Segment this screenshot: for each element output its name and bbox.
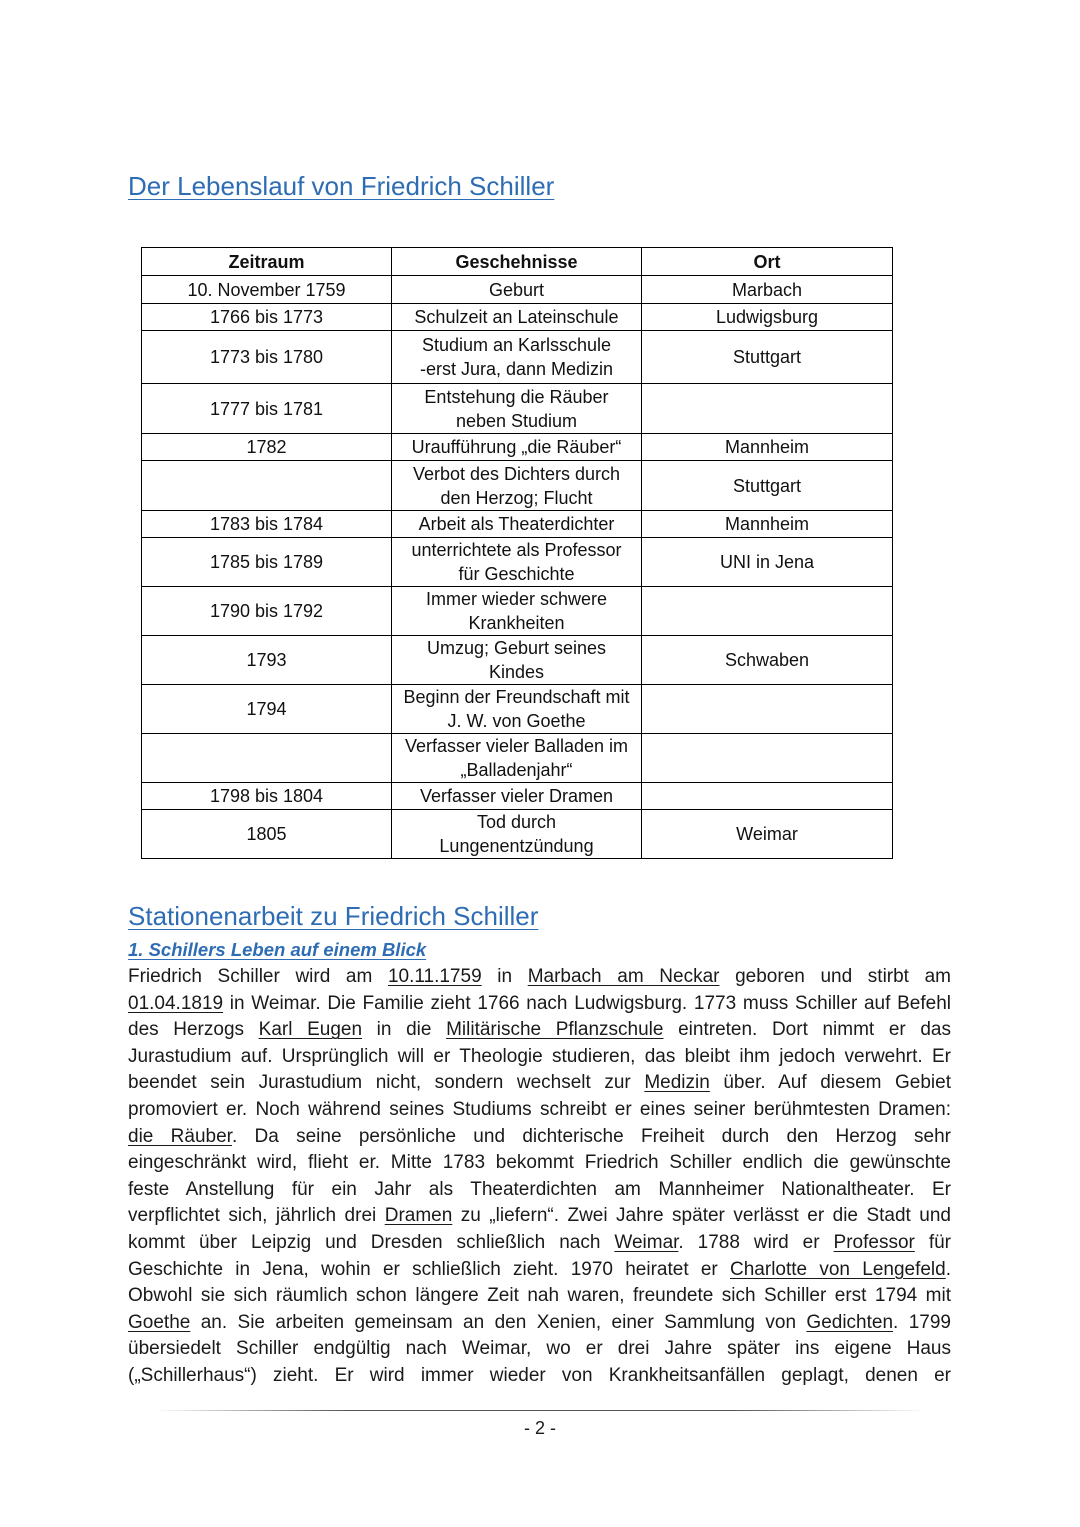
underlined-term: Charlotte von Lengefeld	[730, 1258, 946, 1280]
paragraph-line	[128, 1124, 951, 1151]
cell-geschehnisse: Verbot des Dichters durch den Herzog; Flucht	[392, 461, 642, 511]
cell-zeitraum: 1773 bis 1780	[142, 331, 392, 384]
cell-ort	[642, 685, 893, 734]
cell-geschehnisse: Entstehung die Räuber neben Studium	[392, 384, 642, 434]
text-segment: . Da seine persönliche und dichterische Freiheit durch den Herzog sehr	[231, 1125, 952, 1147]
paragraph-line	[128, 1044, 951, 1071]
footer-divider	[155, 1410, 925, 1411]
cell-zeitraum: 1782	[142, 434, 392, 461]
cell-ort: Schwaben	[642, 636, 893, 685]
cell-ort: UNI in Jena	[642, 538, 893, 587]
table-row	[142, 810, 893, 859]
cell-zeitraum	[142, 461, 392, 511]
text-segment: verpflichtet sich, jährlich drei	[128, 1205, 385, 1227]
cell-ort: Marbach	[642, 276, 893, 304]
cell-zeitraum: 1805	[142, 810, 392, 859]
text-segment: promoviert er. Noch während seines Studiums schreibt er eines seiner berühmtesten Dramen:	[128, 1098, 951, 1120]
cell-ort: Weimar	[642, 810, 893, 859]
text-segment: geboren und stirbt am	[719, 966, 951, 987]
underlined-term: Weimar	[614, 1231, 679, 1253]
paragraph-line	[128, 1150, 951, 1177]
paragraph-line	[128, 1257, 951, 1284]
cell-zeitraum: 10. November 1759	[142, 276, 392, 304]
table-row	[142, 538, 893, 587]
table-row	[142, 511, 893, 538]
header-zeitraum: Zeitraum	[142, 248, 392, 276]
cell-geschehnisse: Schulzeit an Lateinschule	[392, 304, 642, 331]
section-subtitle: 1. Schillers Leben auf einem Blick	[128, 939, 427, 960]
cell-geschehnisse: Arbeit als Theaterdichter	[392, 511, 642, 538]
underlined-term: Karl Eugen	[258, 1019, 363, 1041]
underlined-term: Militärische Pflanzschule	[446, 1019, 664, 1041]
table-row	[142, 685, 893, 734]
cell-geschehnisse: Beginn der Freundschaft mit J. W. von Goethe	[392, 685, 642, 734]
underlined-term: Gedichten	[806, 1311, 894, 1333]
cell-zeitraum: 1766 bis 1773	[142, 304, 392, 331]
biography-paragraph	[128, 964, 951, 1390]
cell-geschehnisse: Verfasser vieler Dramen	[392, 783, 642, 810]
cell-zeitraum	[142, 734, 392, 783]
text-segment: an. Sie arbeiten gemeinsam an den Xenien, einer Sammlung von	[190, 1311, 807, 1333]
cell-ort	[642, 783, 893, 810]
underlined-term: Professor	[833, 1231, 915, 1253]
text-segment: für	[914, 1231, 951, 1253]
table-row	[142, 783, 893, 810]
header-ort: Ort	[642, 248, 893, 276]
cell-ort: Mannheim	[642, 434, 893, 461]
paragraph-line	[128, 991, 951, 1018]
underlined-term: die Räuber	[128, 1125, 232, 1147]
paragraph-line	[128, 1017, 951, 1044]
cell-zeitraum: 1794	[142, 685, 392, 734]
cell-geschehnisse: Studium an Karlsschule -erst Jura, dann Medizin	[392, 331, 642, 384]
text-segment: beendet sein Jurastudium nicht, sondern wechselt zur	[128, 1072, 645, 1094]
cell-zeitraum: 1783 bis 1784	[142, 511, 392, 538]
cell-geschehnisse: Uraufführung „die Räuber“	[392, 434, 642, 461]
paragraph-line	[128, 964, 951, 991]
paragraph-line	[128, 1310, 951, 1337]
table-row	[142, 434, 893, 461]
paragraph-line	[128, 1070, 951, 1097]
text-segment: über. Auf diesem Gebiet	[709, 1072, 951, 1094]
cell-ort: Ludwigsburg	[642, 304, 893, 331]
text-segment: in die	[362, 1019, 447, 1041]
text-segment: Friedrich Schiller wird am	[128, 966, 388, 987]
table-row	[142, 461, 893, 511]
text-segment: in	[481, 966, 528, 987]
text-segment: .	[945, 1258, 951, 1280]
table-row	[142, 587, 893, 636]
paragraph-line	[128, 1177, 951, 1204]
paragraph-line	[128, 1203, 951, 1230]
text-segment: Geschichte in Jena, wohin er schließlich zieht. 1970 heiratet er	[128, 1258, 731, 1280]
paragraph-line	[128, 1363, 951, 1390]
underlined-term: Marbach am Neckar	[527, 966, 720, 987]
cell-zeitraum: 1798 bis 1804	[142, 783, 392, 810]
text-segment: . 1788 wird er	[678, 1231, 834, 1253]
text-segment: zu „liefern“. Zwei Jahre später verlässt er die Stadt und	[452, 1205, 952, 1227]
cell-zeitraum: 1793	[142, 636, 392, 685]
text-segment: . 1799	[893, 1311, 951, 1333]
cell-ort: Stuttgart	[642, 461, 893, 511]
cell-geschehnisse: Tod durch Lungenentzündung	[392, 810, 642, 859]
text-segment: kommt über Leipzig und Dresden schließlich nach	[128, 1231, 615, 1253]
page-number: - 2 -	[523, 1418, 556, 1438]
paragraph-line	[128, 1230, 951, 1257]
cell-ort	[642, 734, 893, 783]
table-row	[142, 276, 893, 304]
table-row	[142, 734, 893, 783]
cell-geschehnisse: Verfasser vieler Balladen im „Balladenjahr“	[392, 734, 642, 783]
lebenslauf-table	[141, 247, 893, 859]
section-title: Stationenarbeit zu Friedrich Schiller	[128, 901, 539, 931]
paragraph-line	[128, 1336, 951, 1363]
underlined-term: 01.04.1819	[128, 992, 224, 1014]
cell-zeitraum: 1777 bis 1781	[142, 384, 392, 434]
underlined-term: Medizin	[644, 1072, 710, 1094]
table-row	[142, 331, 893, 384]
table-row	[142, 384, 893, 434]
cell-zeitraum: 1785 bis 1789	[142, 538, 392, 587]
cell-ort: Mannheim	[642, 511, 893, 538]
underlined-term: Goethe	[128, 1311, 191, 1333]
cell-zeitraum: 1790 bis 1792	[142, 587, 392, 636]
page-title: Der Lebenslauf von Friedrich Schiller	[128, 171, 555, 201]
text-segment: in Weimar. Die Familie zieht 1766 nach Ludwigsburg. 1773 muss Schiller auf Befehl	[223, 992, 951, 1014]
text-segment: des Herzogs	[128, 1019, 259, 1041]
header-geschehnisse: Geschehnisse	[392, 248, 642, 276]
text-segment: Obwohl sie sich räumlich schon längere Zeit nah waren, freundete sich Schiller erst 1794 mit	[128, 1285, 951, 1307]
cell-geschehnisse: Immer wieder schwere Krankheiten	[392, 587, 642, 636]
cell-geschehnisse: Umzug; Geburt seines Kindes	[392, 636, 642, 685]
paragraph-line	[128, 1283, 951, 1310]
text-segment: übersiedelt Schiller endgültig nach Weimar, wo er drei Jahre später ins eigene Haus	[128, 1338, 951, 1360]
cell-ort	[642, 587, 893, 636]
table-row	[142, 636, 893, 685]
cell-geschehnisse: unterrichtete als Professor für Geschichte	[392, 538, 642, 587]
paragraph-line	[128, 1097, 951, 1124]
cell-ort	[642, 384, 893, 434]
underlined-term: Dramen	[384, 1205, 453, 1227]
text-segment: („Schillerhaus“) zieht. Er wird immer wieder von Krankheitsanfällen geplagt, denen er	[128, 1364, 951, 1386]
table-header-row	[142, 248, 893, 276]
cell-geschehnisse: Geburt	[392, 276, 642, 304]
underlined-term: 10.11.1759	[387, 966, 482, 987]
text-segment: eingeschränkt wird, flieht er. Mitte 1783 bekommt Friedrich Schiller endlich die gewünschte	[128, 1152, 951, 1174]
cell-ort: Stuttgart	[642, 331, 893, 384]
text-segment: feste Anstellung für ein Jahr als Theaterdichten am Mannheimer Nationaltheater. Er	[128, 1178, 951, 1200]
text-segment: Jurastudium auf. Ursprünglich will er Theologie studieren, das bleibt ihm jedoch verwehrt. Er	[128, 1045, 951, 1067]
text-segment: eintreten. Dort nimmt er das	[663, 1019, 951, 1041]
table-row	[142, 304, 893, 331]
